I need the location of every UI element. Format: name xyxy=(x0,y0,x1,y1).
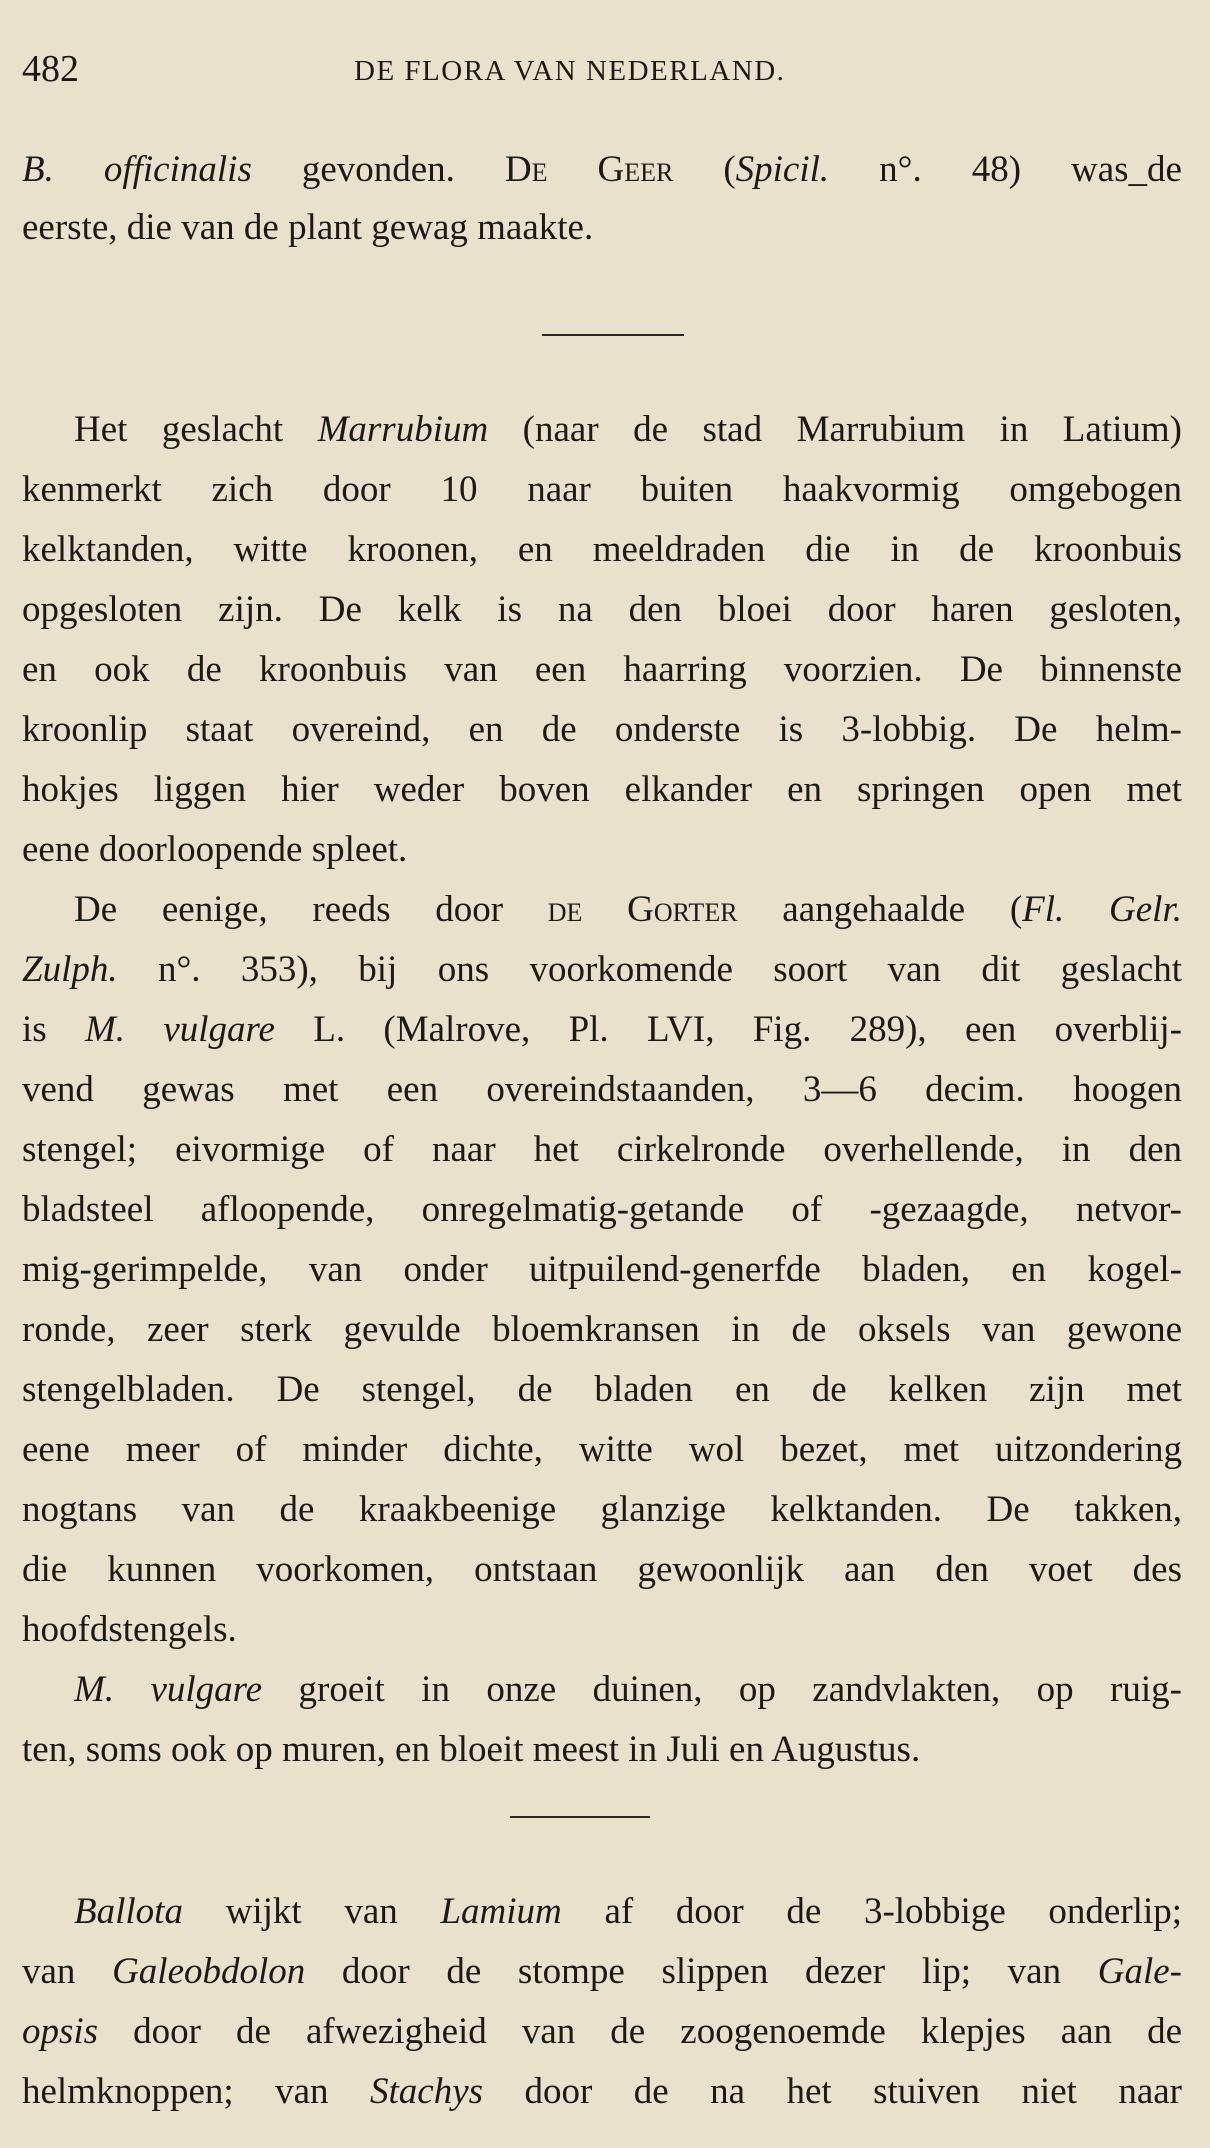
work-title: Spicil. xyxy=(735,149,830,190)
text-line: is M. vulgare L. (Malrove, Pl. LVI, Fig. 289), een overblij- xyxy=(22,1009,1182,1050)
book-page xyxy=(22,0,1182,2148)
text-line: helmknoppen; van Stachys door de na het stuiven niet naar xyxy=(22,2071,1182,2112)
section-divider xyxy=(510,1816,650,1818)
text-line: van Galeobdolon door de stompe slippen dezer lip; van Gale- xyxy=(22,1951,1182,1992)
text-line: opsis door de afwezigheid van de zoogenoemde klepjes aan de xyxy=(22,2011,1182,2052)
text-line: eene meer of minder dichte, witte wol bezet, met uitzondering xyxy=(22,1429,1182,1470)
text-line: kenmerkt zich door 10 naar buiten haakvormig omgebogen xyxy=(22,469,1182,510)
text-line: ten, soms ook op muren, en bloeit meest in Juli en Augustus. xyxy=(22,1729,921,1770)
text-line: Ballota wijkt van Lamium af door de 3-lobbige onderlip; xyxy=(74,1891,1182,1932)
genus-name: Lamium xyxy=(440,1891,562,1932)
text-line: hoofdstengels. xyxy=(22,1609,237,1650)
text-line: De eenige, reeds door de Gorter aangehaalde (Fl. Gelr. xyxy=(74,889,1182,930)
text-line: Het geslacht Marrubium (naar de stad Marrubium in Latium) xyxy=(74,409,1182,450)
work-title: Fl. Gelr. xyxy=(1022,889,1182,930)
text-line: eene doorloopende spleet. xyxy=(22,829,408,870)
text-line: Zulph. n°. 353), bij ons voorkomende soort van dit geslacht xyxy=(22,949,1182,990)
genus-name: Gale- xyxy=(1097,1951,1182,1992)
author-name: De Geer xyxy=(504,149,674,190)
text-line: bladsteel afloopende, onregelmatig-getande of -gezaagde, netvor- xyxy=(22,1189,1182,1230)
text-line: ronde, zeer sterk gevulde bloemkransen in de oksels van gewone xyxy=(22,1309,1182,1350)
taxon-name: M. vulgare xyxy=(74,1669,263,1710)
text-line: die kunnen voorkomen, ontstaan gewoonlijk aan den voet des xyxy=(22,1549,1182,1590)
text-line: B. officinalis gevonden. De Geer (Spicil. n°. 48) was_de xyxy=(22,149,1182,190)
genus-name: Stachys xyxy=(370,2071,484,2112)
text-line: stengel; eivormige of naar het cirkelronde overhellende, in den xyxy=(22,1129,1182,1170)
genus-name: Galeobdolon xyxy=(112,1951,306,1992)
page-header xyxy=(22,44,1182,94)
text-line: M. vulgare groeit in onze duinen, op zandvlakten, op ruig- xyxy=(74,1669,1182,1710)
text-line: stengelbladen. De stengel, de bladen en de kelken zijn met xyxy=(22,1369,1182,1410)
genus-name: Ballota xyxy=(74,1891,183,1932)
text-line: nogtans van de kraakbeenige glanzige kelktanden. De takken, xyxy=(22,1489,1182,1530)
author-name: de Gorter xyxy=(547,889,738,930)
text-line: vend gewas met een overeindstaanden, 3—6 decim. hoogen xyxy=(22,1069,1182,1110)
running-title: DE FLORA VAN NEDERLAND. xyxy=(354,55,786,87)
page-number: 482 xyxy=(22,48,79,90)
text-line: opgesloten zijn. De kelk is na den bloei door haren gesloten, xyxy=(22,589,1182,630)
text-line: mig-gerimpelde, van onder uitpuilend-generfde bladen, en kogel- xyxy=(22,1249,1182,1290)
work-title: Zulph. xyxy=(22,949,118,990)
taxon-name: M. vulgare xyxy=(84,1009,275,1050)
taxon-name: B. officinalis xyxy=(22,149,252,190)
text-line: eerste, die van de plant gewag maakte. xyxy=(22,207,594,248)
genus-name: Marrubium xyxy=(317,409,489,450)
text-line: kroonlip staat overeind, en de onderste is 3-lobbig. De helm- xyxy=(22,709,1182,750)
text-line: hokjes liggen hier weder boven elkander en springen open met xyxy=(22,769,1182,810)
text-line: kelktanden, witte kroonen, en meeldraden die in de kroonbuis xyxy=(22,529,1182,570)
section-divider xyxy=(542,334,684,336)
genus-name: opsis xyxy=(22,2011,99,2052)
text-line: en ook de kroonbuis van een haarring voorzien. De binnenste xyxy=(22,649,1182,690)
